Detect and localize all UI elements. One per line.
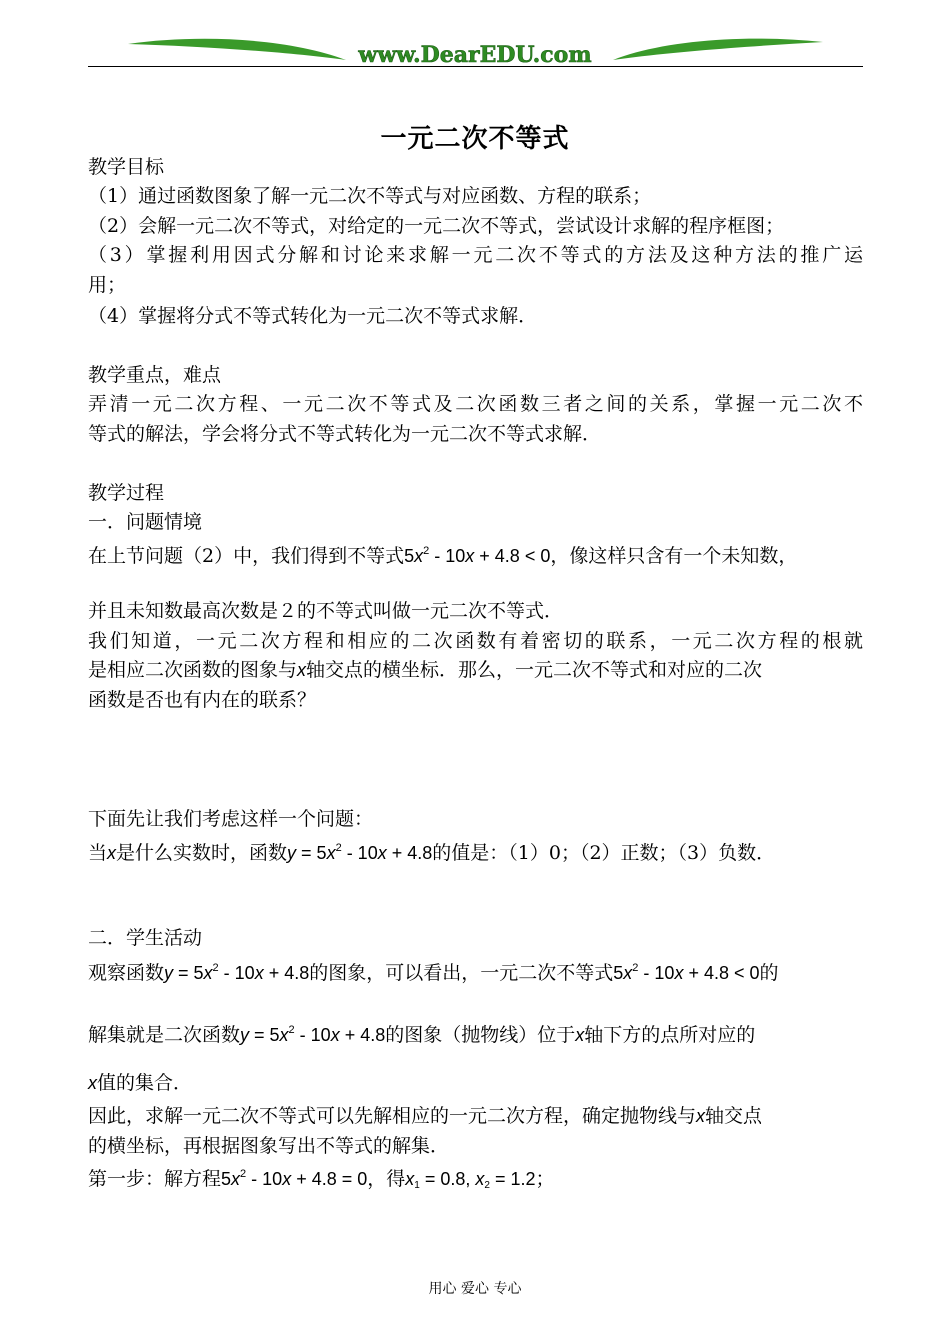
inequality-formula: $5x^2 - 10x + 4.8 < 0$ xyxy=(613,962,760,983)
paragraph-line: 是相应二次函数的图象与x轴交点的横坐标．那么，一元二次不等式和对应的二次 xyxy=(88,659,763,681)
inequality-formula: $5x^2 - 10x + 4.8 < 0$ xyxy=(404,545,551,566)
goal-item: （3）掌握利用因式分解和讨论来求解一元二次不等式的方法及这种方法的推广运 xyxy=(88,244,863,266)
paragraph-line: 因此，求解一元二次不等式可以先解相应的一元二次方程，确定抛物线与x轴交点 xyxy=(88,1105,763,1127)
paragraph-line: 的横坐标，再根据图象写出不等式的解集． xyxy=(88,1135,450,1157)
paragraph-line: 解集就是二次函数$y = 5x^2 - 10x + 4.8$的图象（抛物线）位于x轴下方的点所对应的 xyxy=(88,1024,756,1046)
section-heading-2: 二．学生活动 xyxy=(88,927,203,949)
section-heading-1: 一．问题情境 xyxy=(88,511,203,533)
goal-item: （2）会解一元二次不等式，对给定的一元二次不等式，尝试设计求解的程序框图； xyxy=(88,215,785,237)
paragraph-line: 函数是否也有内在的联系？ xyxy=(88,689,317,711)
text: 在上节问题（2）中，我们得到不等式 xyxy=(88,545,405,567)
goal-item: 用； xyxy=(88,274,127,296)
right-leaf-swoosh xyxy=(613,39,823,60)
process-heading: 教学过程 xyxy=(88,482,165,504)
roots-formula: $x_1 = 0.8$, $x_2 = 1.2$ xyxy=(405,1169,536,1191)
key-points-heading: 教学重点，难点 xyxy=(88,364,222,386)
paragraph-line: 我们知道，一元二次方程和相应的二次函数有着密切的联系，一元二次方程的根就 xyxy=(88,630,863,652)
equation-formula: $5x^2 - 10x + 4.8 = 0$ xyxy=(221,1168,368,1189)
paragraph-line xyxy=(88,545,863,567)
goals-heading: 教学目标 xyxy=(88,156,165,178)
function-formula: $y = 5x^2 - 10x + 4.8$ xyxy=(287,842,433,863)
paragraph-line: 第一步：解方程$5x^2 - 10x + 4.8 = 0$，得$x_1 = 0.8$, $x_2 = 1.2$； xyxy=(88,1168,555,1191)
page-footer: 用心 爱心 专心 xyxy=(428,1281,522,1297)
site-name: www.DearEDU.com xyxy=(358,42,592,68)
text: ，像这样只含有一个未知数， xyxy=(550,545,798,567)
page-title: 一元二次不等式 xyxy=(380,124,570,154)
function-formula: $y = 5x^2 - 10x + 4.8$ xyxy=(240,1024,386,1045)
goal-item: （1）通过函数图象了解一元二次不等式与对应函数、方程的联系； xyxy=(88,185,652,207)
key-points-line: 弄清一元二次方程、一元二次不等式及二次函数三者之间的关系，掌握一元二次不 xyxy=(88,393,863,415)
header-banner xyxy=(88,30,863,70)
paragraph-line: 下面先让我们考虑这样一个问题： xyxy=(88,808,374,830)
function-formula: $y = 5x^2 - 10x + 4.8$ xyxy=(164,962,310,983)
goal-item: （4）掌握将分式不等式转化为一元二次不等式求解． xyxy=(88,305,538,327)
key-points-line: 等式的解法，学会将分式不等式转化为一元二次不等式求解． xyxy=(88,423,602,445)
paragraph-line: 当x是什么实数时，函数$y = 5x^2 - 10x + 4.8$的值是：（1）0；（2）正数；（3）负数． xyxy=(88,842,776,864)
left-leaf-swoosh xyxy=(128,39,346,60)
header-rule xyxy=(88,66,863,67)
paragraph-line: 并且未知数最高次数是２的不等式叫做一元二次不等式． xyxy=(88,600,564,622)
paragraph-line: 观察函数$y = 5x^2 - 10x + 4.8$的图象，可以看出，一元二次不等式$5x^2 - 10x + 4.8 < 0$的 xyxy=(88,962,779,984)
paragraph-line: x值的集合． xyxy=(88,1072,193,1094)
